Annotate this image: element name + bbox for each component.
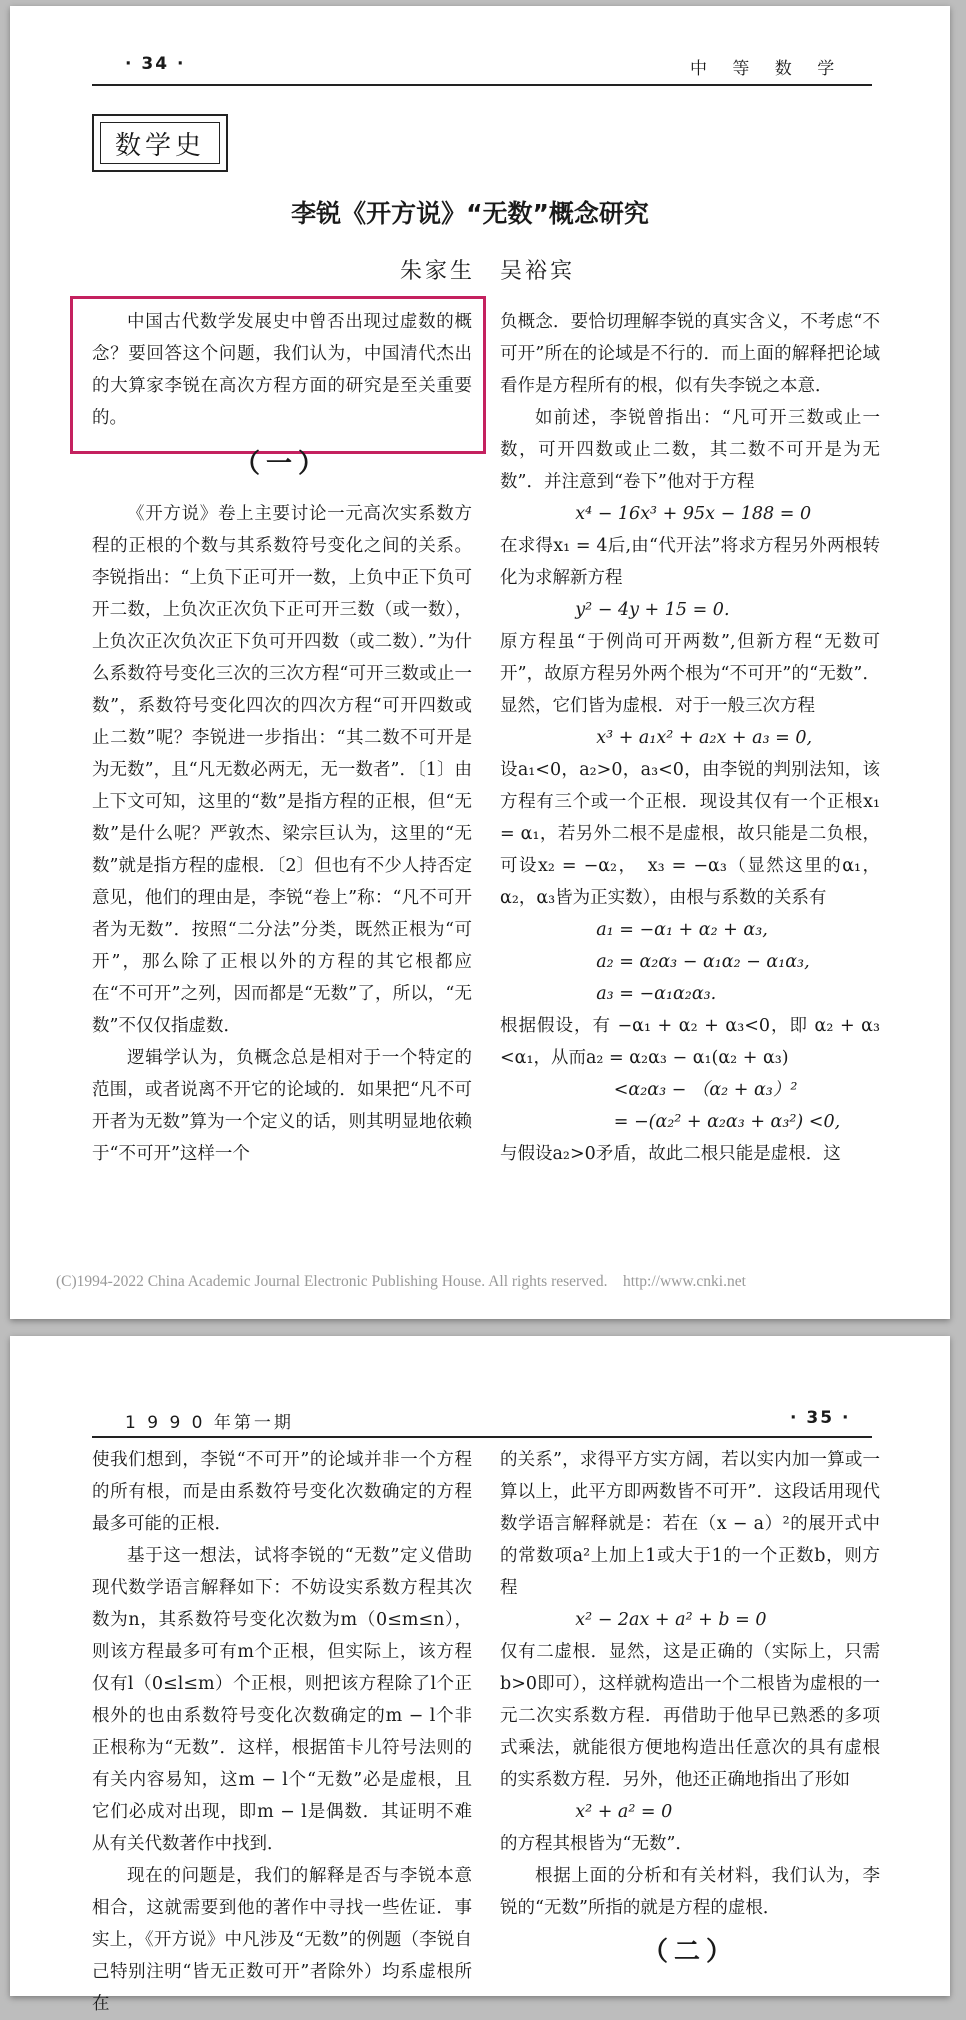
header-rule [92,84,872,86]
body-paragraph: 《开方说》卷上主要讨论一元高次实系数方程的正根的个数与其系数符号变化之间的关系。李锐指出：“上负下正可开一数，上负中正下负可开二数，上负次正次负下正可开三数（或一数），上负次正次负次正下负可开四数（或二数）．”为什么系数符号变化三次的三次方程“可开三数或止一数”，系数符号变化四次的四次方程“可开四数或止二数”呢？李锐进一步指出：“其二数不可开是为无数”，且“凡无数必两无，无一数者”．〔1〕由上下文可知，这里的“数”是指方程的正根，但“无数”是什么呢？严敦杰、梁宗巨认为，这里的“无数”就是指方程的虚根．〔2〕但也有不少人持否定意见，他们的理由是，李锐“卷上”称：“凡不可开者为无数”．按照“二分法”分类，既然正根为“可开”，那么除了正根以外的方程的其它根都应在“不可开”之列，因而都是“无数”了，所以，“无数”不仅仅指虚数． [92,504,472,1036]
body-paragraph: 仅有二虚根．显然，这是正确的（实际上，只需b>0即可），这样就构造出一个二根皆为虚根的一元二次实系数方程．再借助于他早已熟悉的多项式乘法，就能很方便地构造出任意次的具有虚根的实系数方程．另外，他还正确地指出了形如 [500,1642,880,1790]
page-number: · 34 · [125,54,186,74]
equation: y² − 4y + 15 = 0. [575,600,730,620]
body-paragraph: 的关系”，求得平方实方阔，若以实内加一算或一算以上，此平方即两数皆不可开”．这段话用现代数学语言解释就是：若在（x − a）²的展开式中的常数项a²上加上1或大于1的一个正数b，则方程 [500,1450,880,1598]
section-heading-two: （二） [641,1937,738,1967]
section-tag: 数学史 [100,122,220,164]
body-paragraph: 在求得x₁ = 4后,由“代开法”将求方程另外两根转化为求解新方程 [500,536,880,588]
equation: x³ + a₁x² + a₂x + a₃ = 0, [596,728,813,748]
body-paragraph: 负概念．要恰切理解李锐的真实含义，不考虑“不可开”所在的论域是不行的．而上面的解释把论域看作是方程所有的根，似有失李锐之本意． [500,312,880,396]
equation: x⁴ − 16x³ + 95x − 188 = 0 [575,504,812,524]
abstract-paragraph: 中国古代数学发展史中曾否出现过虚数的概念？要回答这个问题，我们认为，中国清代杰出的大算家李锐在高次方程方面的研究是至关重要的。 [92,312,472,428]
section-tag-frame [92,114,228,172]
body-paragraph: 如前述，李锐曾指出：“凡可开三数或止一数，可开四数或止二数，其二数不可开是为无数”．并注意到“卷下”他对于方程 [500,408,880,492]
equation: x² + a² = 0 [575,1802,673,1822]
left-column [92,306,472,1170]
journal-page-35 [10,1336,950,2014]
body-paragraph: 根据假设，有 −α₁ + α₂ + α₃<0，即 α₂ + α₃ <α₁，从而a₂ = α₂α₃ − α₁(α₂ + α₃) [500,1016,880,1068]
body-paragraph: 原方程虽“于例尚可开两数”,但新方程“无数可开”，故原方程另外两个根为“不可开”的“无数”．显然，它们皆为虚根．对于一般三次方程 [500,632,880,716]
body-paragraph: 现在的问题是，我们的解释是否与李锐本意相合，这就需要到他的著作中寻找一些佐证．事实上，《开方说》中凡涉及“无数”的例题（李锐自己特别注明“皆无正数可开”者除外）均系虚根所在 [92,1866,472,2014]
body-paragraph: 基于这一想法，试将李锐的“无数”定义借助现代数学语言解释如下：不妨设实系数方程其次数为n，其系数符号变化次数为m（0≤m≤n），则该方程最多可有m个正根，但实际上，该方程仅有l（0≤l≤m）个正根，则把该方程除了l个正根外的也由系数符号变化次数确定的m − l个非正根称为“无数”．这样，根据笛卡儿符号法则的有关内容易知，这m − l个“无数”必是虚根，且它们必成对出现，即m − l是偶数．其证明不难从有关代数著作中找到． [92,1546,472,1854]
issue-header: 1 9 9 0 年第一期 [125,1413,294,1433]
equation: a₂ = α₂α₃ − α₁α₂ − α₁α₃, [596,952,810,972]
body-paragraph: 设a₁<0，a₂>0，a₃<0，由李锐的判别法知，该方程有三个或一个正根．现设其仅有一个正根x₁ = α₁，若另外二根不是虚根，故只能是二负根，可设x₂ = −α₂， x₃ = −α₃（显然这里的α₁，α₂，α₃皆为正实数），由根与系数的关系有 [500,760,880,908]
equation: x² − 2ax + a² + b = 0 [575,1610,767,1630]
equation: a₃ = −α₁α₂α₃. [596,984,717,1004]
section-heading-one: （一） [233,449,330,479]
body-paragraph: 根据上面的分析和有关材料，我们认为，李锐的“无数”所指的就是方程的虚根． [500,1866,880,1918]
equation: = −(α₂² + α₂α₃ + α₃²) <0, [613,1112,841,1132]
body-paragraph: 使我们想到，李锐“不可开”的论域并非一个方程的所有根，而是由系数符号变化次数确定的方程最多可能的正根． [92,1450,472,1534]
equation: <α₂α₃ − （α₂ + α₃）² [613,1080,798,1100]
body-paragraph: 的方程其根皆为“无数”． [500,1834,693,1854]
right-column [500,1444,880,1968]
body-paragraph: 与假设a₂>0矛盾，故此二根只能是虚根．这 [500,1144,841,1164]
page-number: · 35 · [790,1408,851,1428]
right-column [500,306,880,1170]
header-rule [92,1436,872,1438]
journal-name: 中 等 数 学 [690,59,845,79]
article-title: 李锐《开方说》“无数”概念研究 [291,199,649,228]
equation: a₁ = −α₁ + α₂ + α₃, [596,920,768,940]
left-column [92,1444,472,2020]
authors: 朱家生 吴裕宾 [400,259,576,284]
copyright-notice: (C)1994-2022 China Academic Journal Electronic Publishing House. All rights reserved. http://www.cnki.net [56,1273,746,1290]
body-paragraph: 逻辑学认为，负概念总是相对于一个特定的范围，或者说离不开它的论域的．如果把“凡不可开者为无数”算为一个定义的话，则其明显地依赖于“不可开”这样一个 [92,1048,472,1164]
journal-page-34 [10,6,950,1319]
